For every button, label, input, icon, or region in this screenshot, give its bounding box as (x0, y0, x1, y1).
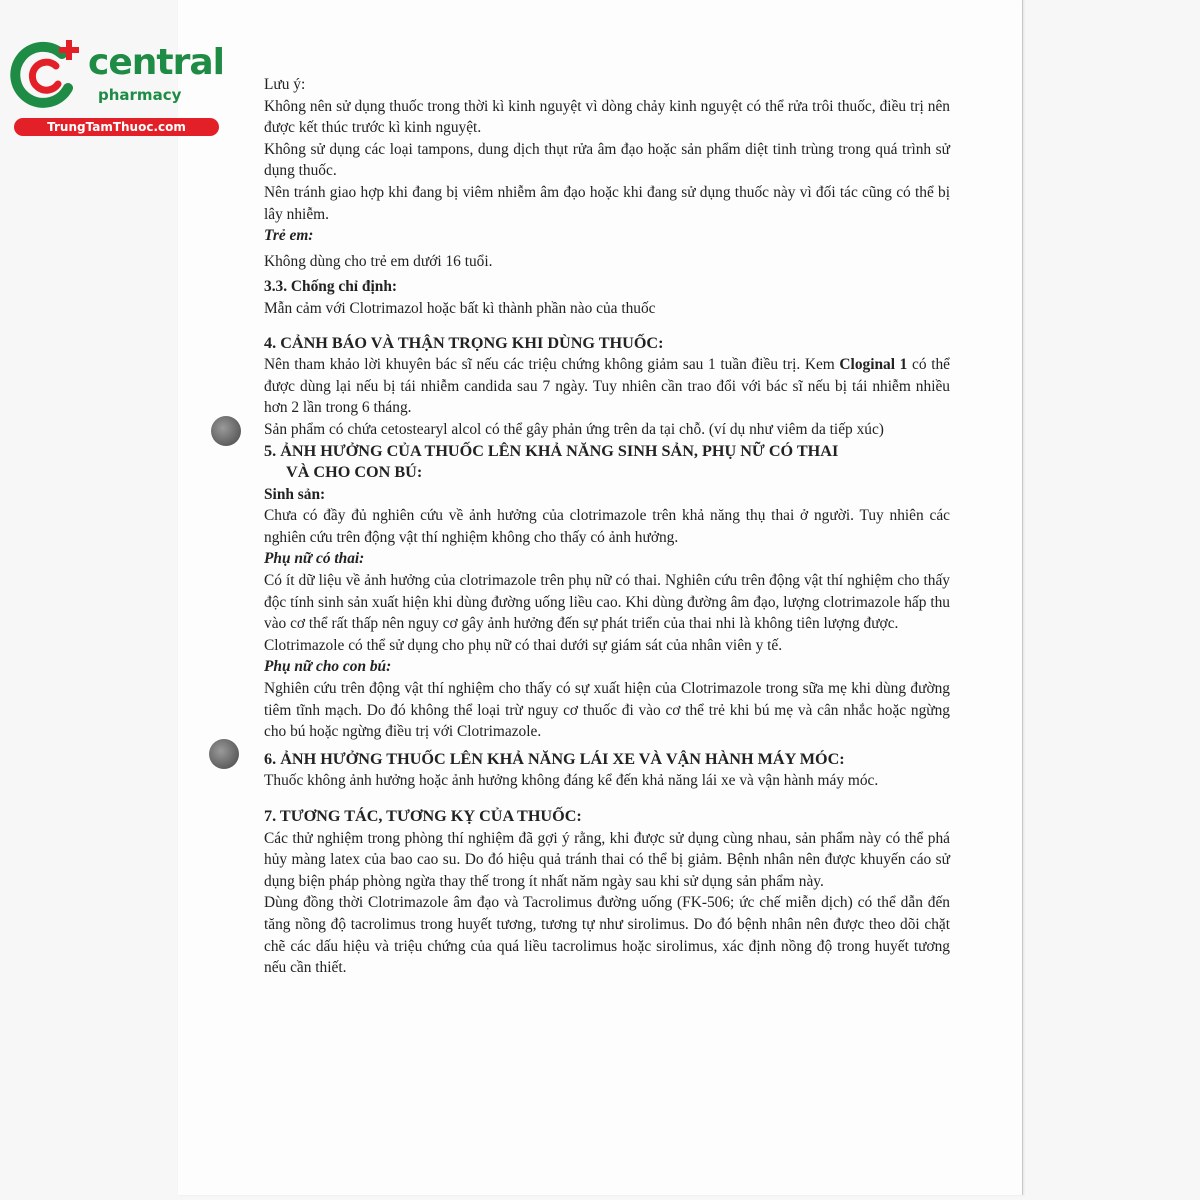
brand-sub: pharmacy (98, 86, 182, 104)
pregnancy-paragraph: Có ít dữ liệu về ảnh hưởng của clotrimazole trên phụ nữ có thai. Nghiên cứu trên động vật thí nghiệm cho thấy độc tính sinh sản xuất hiện khi dùng đường uống liều cao. Khi dùng đường âm đạo, lượng clotrimazole hấp thu vào cơ thể rất thấp nên nguy cơ gây ảnh hưởng đến sự phát triển của thai nhi là không tiên lượng được. (264, 572, 950, 633)
contraindication-paragraph: Mẫn cảm với Clotrimazol hoặc bất kì thành phần nào của thuốc (264, 299, 656, 317)
section-4-paragraph (264, 354, 950, 419)
section-6-heading: 6. ẢNH HƯỞNG THUỐC LÊN KHẢ NĂNG LÁI XE VÀ VẬN HÀNH MÁY MÓC: (264, 749, 845, 768)
text-run: Nên tham khảo lời khuyên bác sĩ nếu các triệu chứng không giảm sau 1 tuần điều trị. Kem (264, 356, 840, 374)
central-pharmacy-logo (10, 36, 224, 136)
pregnancy-title: Phụ nữ có thai: (264, 550, 365, 568)
section-7-paragraph: Các thử nghiệm trong phòng thí nghiệm đã gợi ý rằng, khi được sử dụng cùng nhau, sản phẩm này có thể phá hủy màng latex của bao cao su. Do đó hiệu quả tránh thai có thể bị giảm. Bệnh nhân nên được khuyến cáo sử dụng biện pháp phòng ngừa thay thế trong ít nhất năm ngày sau khi sử dụng sản phẩm này. (264, 829, 950, 890)
punch-hole (209, 739, 239, 769)
brand-name: central (88, 42, 224, 83)
lactation-paragraph: Nghiên cứu trên động vật thí nghiệm cho thấy có sự xuất hiện của Clotrimazole trong sữa mẹ khi dùng đường tiêm tĩnh mạch. Do đó không thể loại trừ nguy cơ thuốc đi vào cơ thể trẻ khi bú mẹ và cân nhắc hoặc ngừng cho bú hoặc ngừng điều trị với Clotrimazole. (264, 680, 950, 741)
lactation-title: Phụ nữ cho con bú: (264, 658, 392, 676)
punch-hole (211, 416, 241, 446)
reproduction-title: Sinh sản: (264, 485, 326, 503)
section-6-paragraph: Thuốc không ảnh hưởng hoặc ảnh hưởng không đáng kể đến khả năng lái xe và vận hành máy móc. (264, 772, 879, 790)
section-4-heading: 4. CẢNH BÁO VÀ THẬN TRỌNG KHI DÙNG THUỐC: (264, 333, 664, 352)
brand-site: TrungTamThuoc.com (14, 118, 219, 136)
pregnancy-paragraph: Clotrimazole có thể sử dụng cho phụ nữ có thai dưới sự giám sát của nhân viên y tế. (264, 636, 783, 654)
note-title: Lưu ý: (264, 76, 306, 93)
reproduction-paragraph: Chưa có đầy đủ nghiên cứu về ảnh hưởng của clotrimazole trên khả năng thụ thai ở người. Tuy nhiên các nghiên cứu trên động vật thí nghiệm không cho thấy có ảnh hưởng. (264, 507, 950, 546)
section-7-heading: 7. TƯƠNG TÁC, TƯƠNG KỴ CỦA THUỐC: (264, 807, 582, 825)
contraindication-title: 3.3. Chống chỉ định: (264, 278, 397, 296)
document-body (264, 74, 950, 979)
children-paragraph: Không dùng cho trẻ em dưới 16 tuổi. (264, 252, 493, 270)
product-name: Cloginal 1 (839, 356, 908, 374)
children-title: Trẻ em: (264, 227, 314, 245)
note-paragraph: Không sử dụng các loại tampons, dung dịch thụt rửa âm đạo hoặc sản phẩm diệt tinh trùng trong quá trình sử dụng thuốc. (264, 140, 950, 180)
note-paragraph: Nên tránh giao hợp khi đang bị viêm nhiễm âm đạo hoặc khi đang sử dụng thuốc này vì đối tác cũng có thể bị lây nhiễm. (264, 183, 950, 223)
section-4-paragraph: Sản phẩm có chứa cetostearyl alcol có thể gây phản ứng trên da tại chỗ. (ví dụ như viêm da tiếp xúc) (264, 420, 884, 438)
section-5-heading: 5. ẢNH HƯỞNG CỦA THUỐC LÊN KHẢ NĂNG SINH SẢN, PHỤ NỮ CÓ THAI (264, 441, 839, 460)
section-7-paragraph: Dùng đồng thời Clotrimazole âm đạo và Tacrolimus đường uống (FK-506; ức chế miễn dịch) có thể dẫn đến tăng nồng độ tacrolimus trong huyết tương, tương tự như sirolimus. Do đó bệnh nhân nên được theo dõi chặt chẽ các dấu hiệu và triệu chứng của quá liều tacrolimus hoặc sirolimus, xác định nồng độ trong huyết tương nếu cần thiết. (264, 894, 950, 977)
text-run: có thể được dùng lại nếu bị tái nhiễm candida sau 7 ngày. Tuy nhiên cần trao đổi với bác sĩ nếu bị tái nhiễm nhiều hơn 2 lần trong 6 tháng. (264, 356, 950, 417)
logo-icon (10, 36, 90, 116)
section-5-heading-cont: VÀ CHO CON BÚ: (286, 463, 423, 482)
note-paragraph: Không nên sử dụng thuốc trong thời kì kinh nguyệt vì dòng chảy kinh nguyệt có thể rửa trôi thuốc, điều trị nên được kết thúc trước kì kinh nguyệt. (264, 97, 950, 137)
